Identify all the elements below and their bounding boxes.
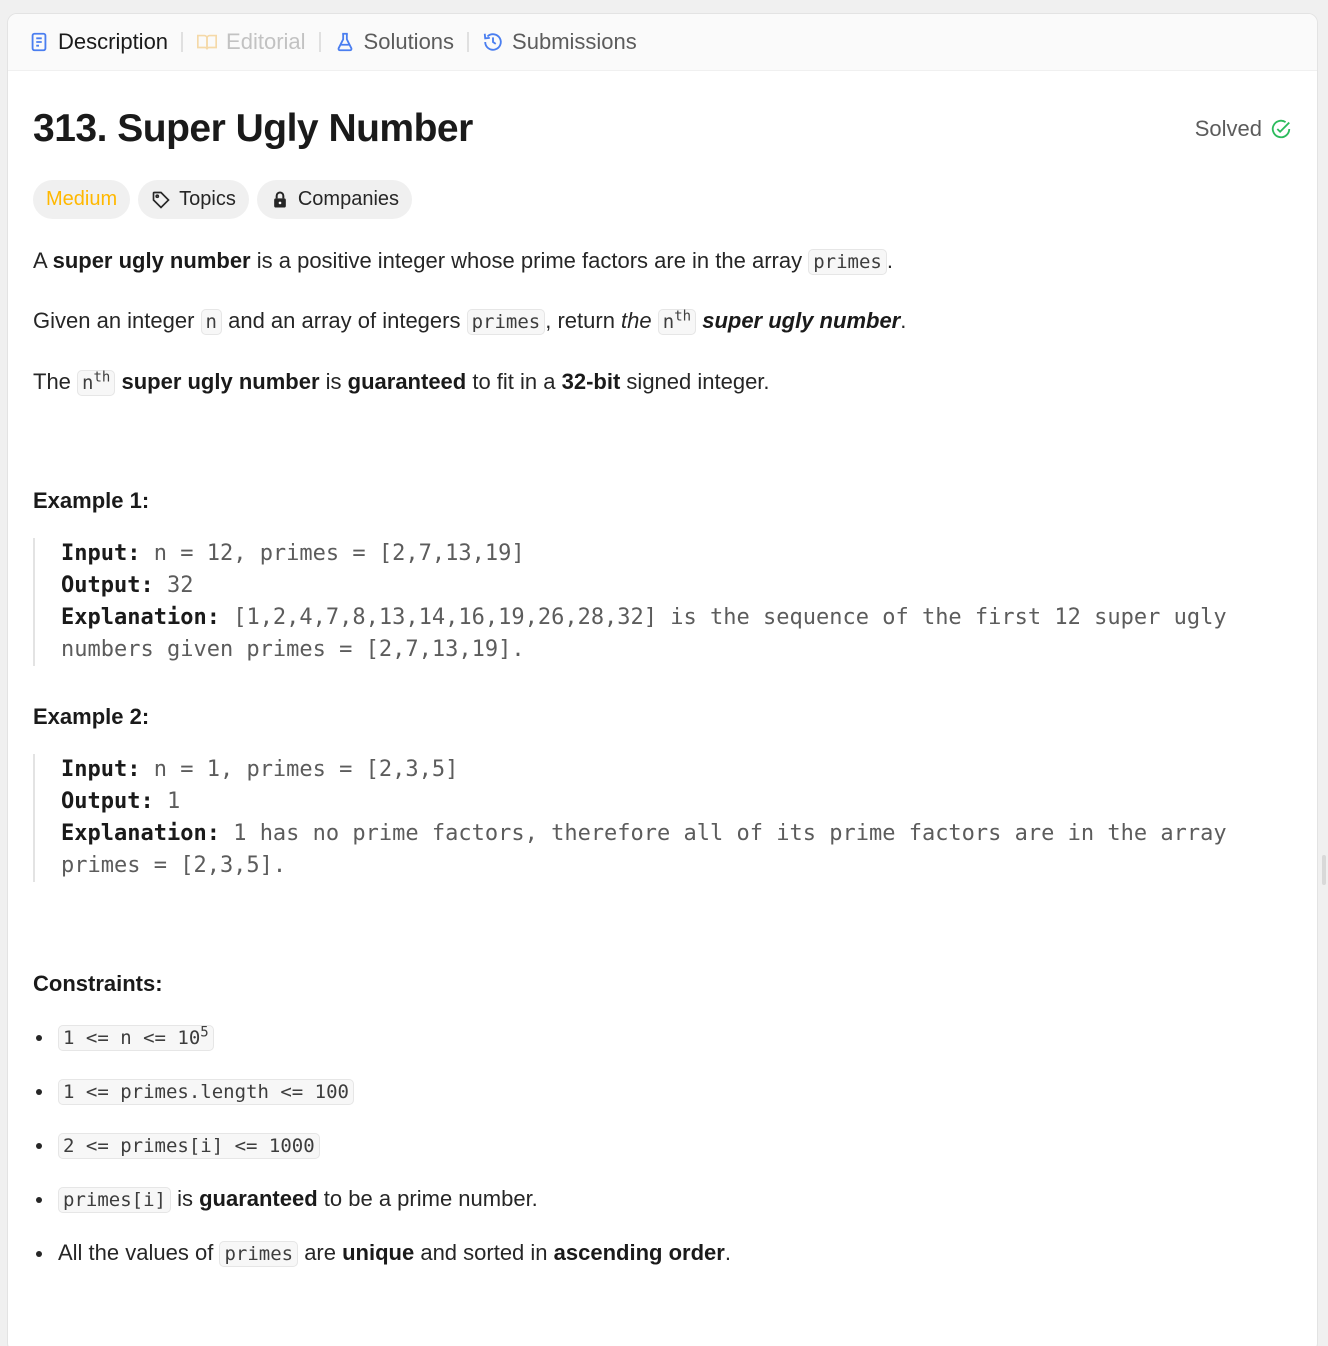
solved-label: Solved <box>1194 116 1262 141</box>
inline-code: n <box>201 309 222 335</box>
explanation-value: [1,2,4,7,8,13,14,16,19,26,28,32] is the sequence of the first 12 super ugly numbers given primes = [2,7,13,19]. <box>61 605 1227 662</box>
output-label: Output: <box>61 789 154 814</box>
example-input-line <box>61 538 1273 570</box>
superscript: 5 <box>200 1024 209 1041</box>
description-paragraph <box>33 305 1292 338</box>
inline-code: primes <box>467 309 546 335</box>
code-base: n <box>82 372 94 394</box>
tab-bar <box>8 14 1317 71</box>
input-label: Input: <box>61 757 141 782</box>
scrollbar-handle[interactable] <box>1322 855 1326 885</box>
inline-code: 2 <= primes[i] <= 1000 <box>58 1133 320 1159</box>
history-icon <box>482 31 504 53</box>
book-icon <box>196 31 218 53</box>
text: and sorted in <box>414 1240 554 1265</box>
tab-divider <box>467 32 469 52</box>
tab-submissions[interactable] <box>482 14 637 70</box>
tab-solutions[interactable] <box>334 14 455 70</box>
constraint-item <box>33 1075 1292 1108</box>
constraint-item <box>33 1129 1292 1162</box>
inline-code: 1 <= primes.length <= 100 <box>58 1079 354 1105</box>
bold-text: ascending order <box>553 1240 725 1265</box>
problem-title[interactable]: 313. Super Ugly Number <box>33 107 473 150</box>
code-base: 1 <= n <= 10 <box>63 1027 201 1049</box>
example-input-line <box>61 754 1273 786</box>
superscript: th <box>674 308 692 325</box>
text: The <box>33 369 78 394</box>
code-base: n <box>662 311 675 333</box>
text: is <box>319 369 348 394</box>
description-paragraph <box>33 366 1292 399</box>
tab-description-label: Description <box>58 29 169 54</box>
bold-text: guaranteed <box>199 1186 318 1211</box>
tab-editorial[interactable] <box>196 14 305 70</box>
text: Given an integer <box>33 308 201 333</box>
input-label: Input: <box>61 541 141 566</box>
text: . <box>724 1240 731 1265</box>
output-value: 32 <box>153 573 194 598</box>
companies-label: Companies <box>297 188 400 210</box>
output-value: 1 <box>153 789 181 814</box>
tab-editorial-label: Editorial <box>226 29 306 54</box>
check-circle-icon <box>1270 118 1292 140</box>
inline-code <box>658 309 696 335</box>
example-2-title: Example 2: <box>33 704 150 729</box>
text: are <box>298 1240 343 1265</box>
example-1-block <box>33 538 1273 666</box>
superscript: th <box>93 369 111 386</box>
text: to be a prime number. <box>317 1186 538 1211</box>
example-2-block <box>33 754 1273 882</box>
problem-panel <box>7 13 1318 1346</box>
bold-text: super ugly number <box>52 248 251 273</box>
topics-button[interactable] <box>138 180 249 219</box>
input-value: n = 12, primes = [2,7,13,19] <box>140 541 525 566</box>
text: to fit in a <box>466 369 562 394</box>
text: is a positive integer whose prime factors are in the array <box>250 248 809 273</box>
bold-text: 32-bit <box>561 369 621 394</box>
text: and an array of integers <box>222 308 467 333</box>
bold-text: super ugly number <box>121 369 320 394</box>
output-label: Output: <box>61 573 154 598</box>
difficulty-badge: Medium <box>33 180 130 219</box>
description-icon <box>28 31 50 53</box>
inline-code <box>77 370 115 396</box>
explanation-label: Explanation: <box>61 605 220 630</box>
problem-content <box>8 107 1317 1270</box>
lock-icon <box>270 190 290 210</box>
example-output-line <box>61 786 1273 818</box>
tab-description[interactable] <box>28 14 168 70</box>
constraint-item <box>33 1021 1292 1054</box>
text: is <box>170 1186 200 1211</box>
text: All the values of <box>58 1240 220 1265</box>
bold-italic-text: super ugly number <box>702 308 901 333</box>
tab-divider <box>181 32 183 52</box>
bold-text: guaranteed <box>347 369 467 394</box>
text: signed integer. <box>620 369 770 394</box>
inline-code: primes <box>808 249 887 275</box>
companies-button[interactable] <box>257 180 412 219</box>
description-paragraph <box>33 245 1292 278</box>
constraints-title: Constraints: <box>33 971 163 996</box>
constraints-list <box>33 1021 1292 1270</box>
tab-divider <box>319 32 321 52</box>
solved-status <box>1195 116 1292 142</box>
text: A <box>33 248 53 273</box>
italic-text: the <box>621 308 652 333</box>
explanation-value: 1 has no prime factors, therefore all of its prime factors are in the array primes = [2,3,5]. <box>61 821 1227 878</box>
topics-label: Topics <box>179 188 236 210</box>
inline-code: primes[i] <box>58 1187 171 1213</box>
text: , return <box>545 308 622 333</box>
explanation-label: Explanation: <box>61 821 220 846</box>
tag-chips <box>33 180 1292 219</box>
tag-icon <box>151 190 171 210</box>
input-value: n = 1, primes = [2,3,5] <box>140 757 459 782</box>
title-row <box>33 107 1292 151</box>
constraint-item <box>33 1183 1292 1216</box>
inline-code: primes <box>219 1241 298 1267</box>
tab-submissions-label: Submissions <box>512 29 637 54</box>
example-1-title: Example 1: <box>33 488 150 513</box>
constraint-item <box>33 1237 1292 1270</box>
example-explanation-line <box>61 818 1273 882</box>
inline-code <box>58 1025 214 1051</box>
bold-text: unique <box>342 1240 415 1265</box>
tab-solutions-label: Solutions <box>363 29 455 54</box>
example-output-line <box>61 570 1273 602</box>
flask-icon <box>334 31 356 53</box>
text: . <box>900 308 907 333</box>
text: . <box>886 248 893 273</box>
example-explanation-line <box>61 602 1273 666</box>
